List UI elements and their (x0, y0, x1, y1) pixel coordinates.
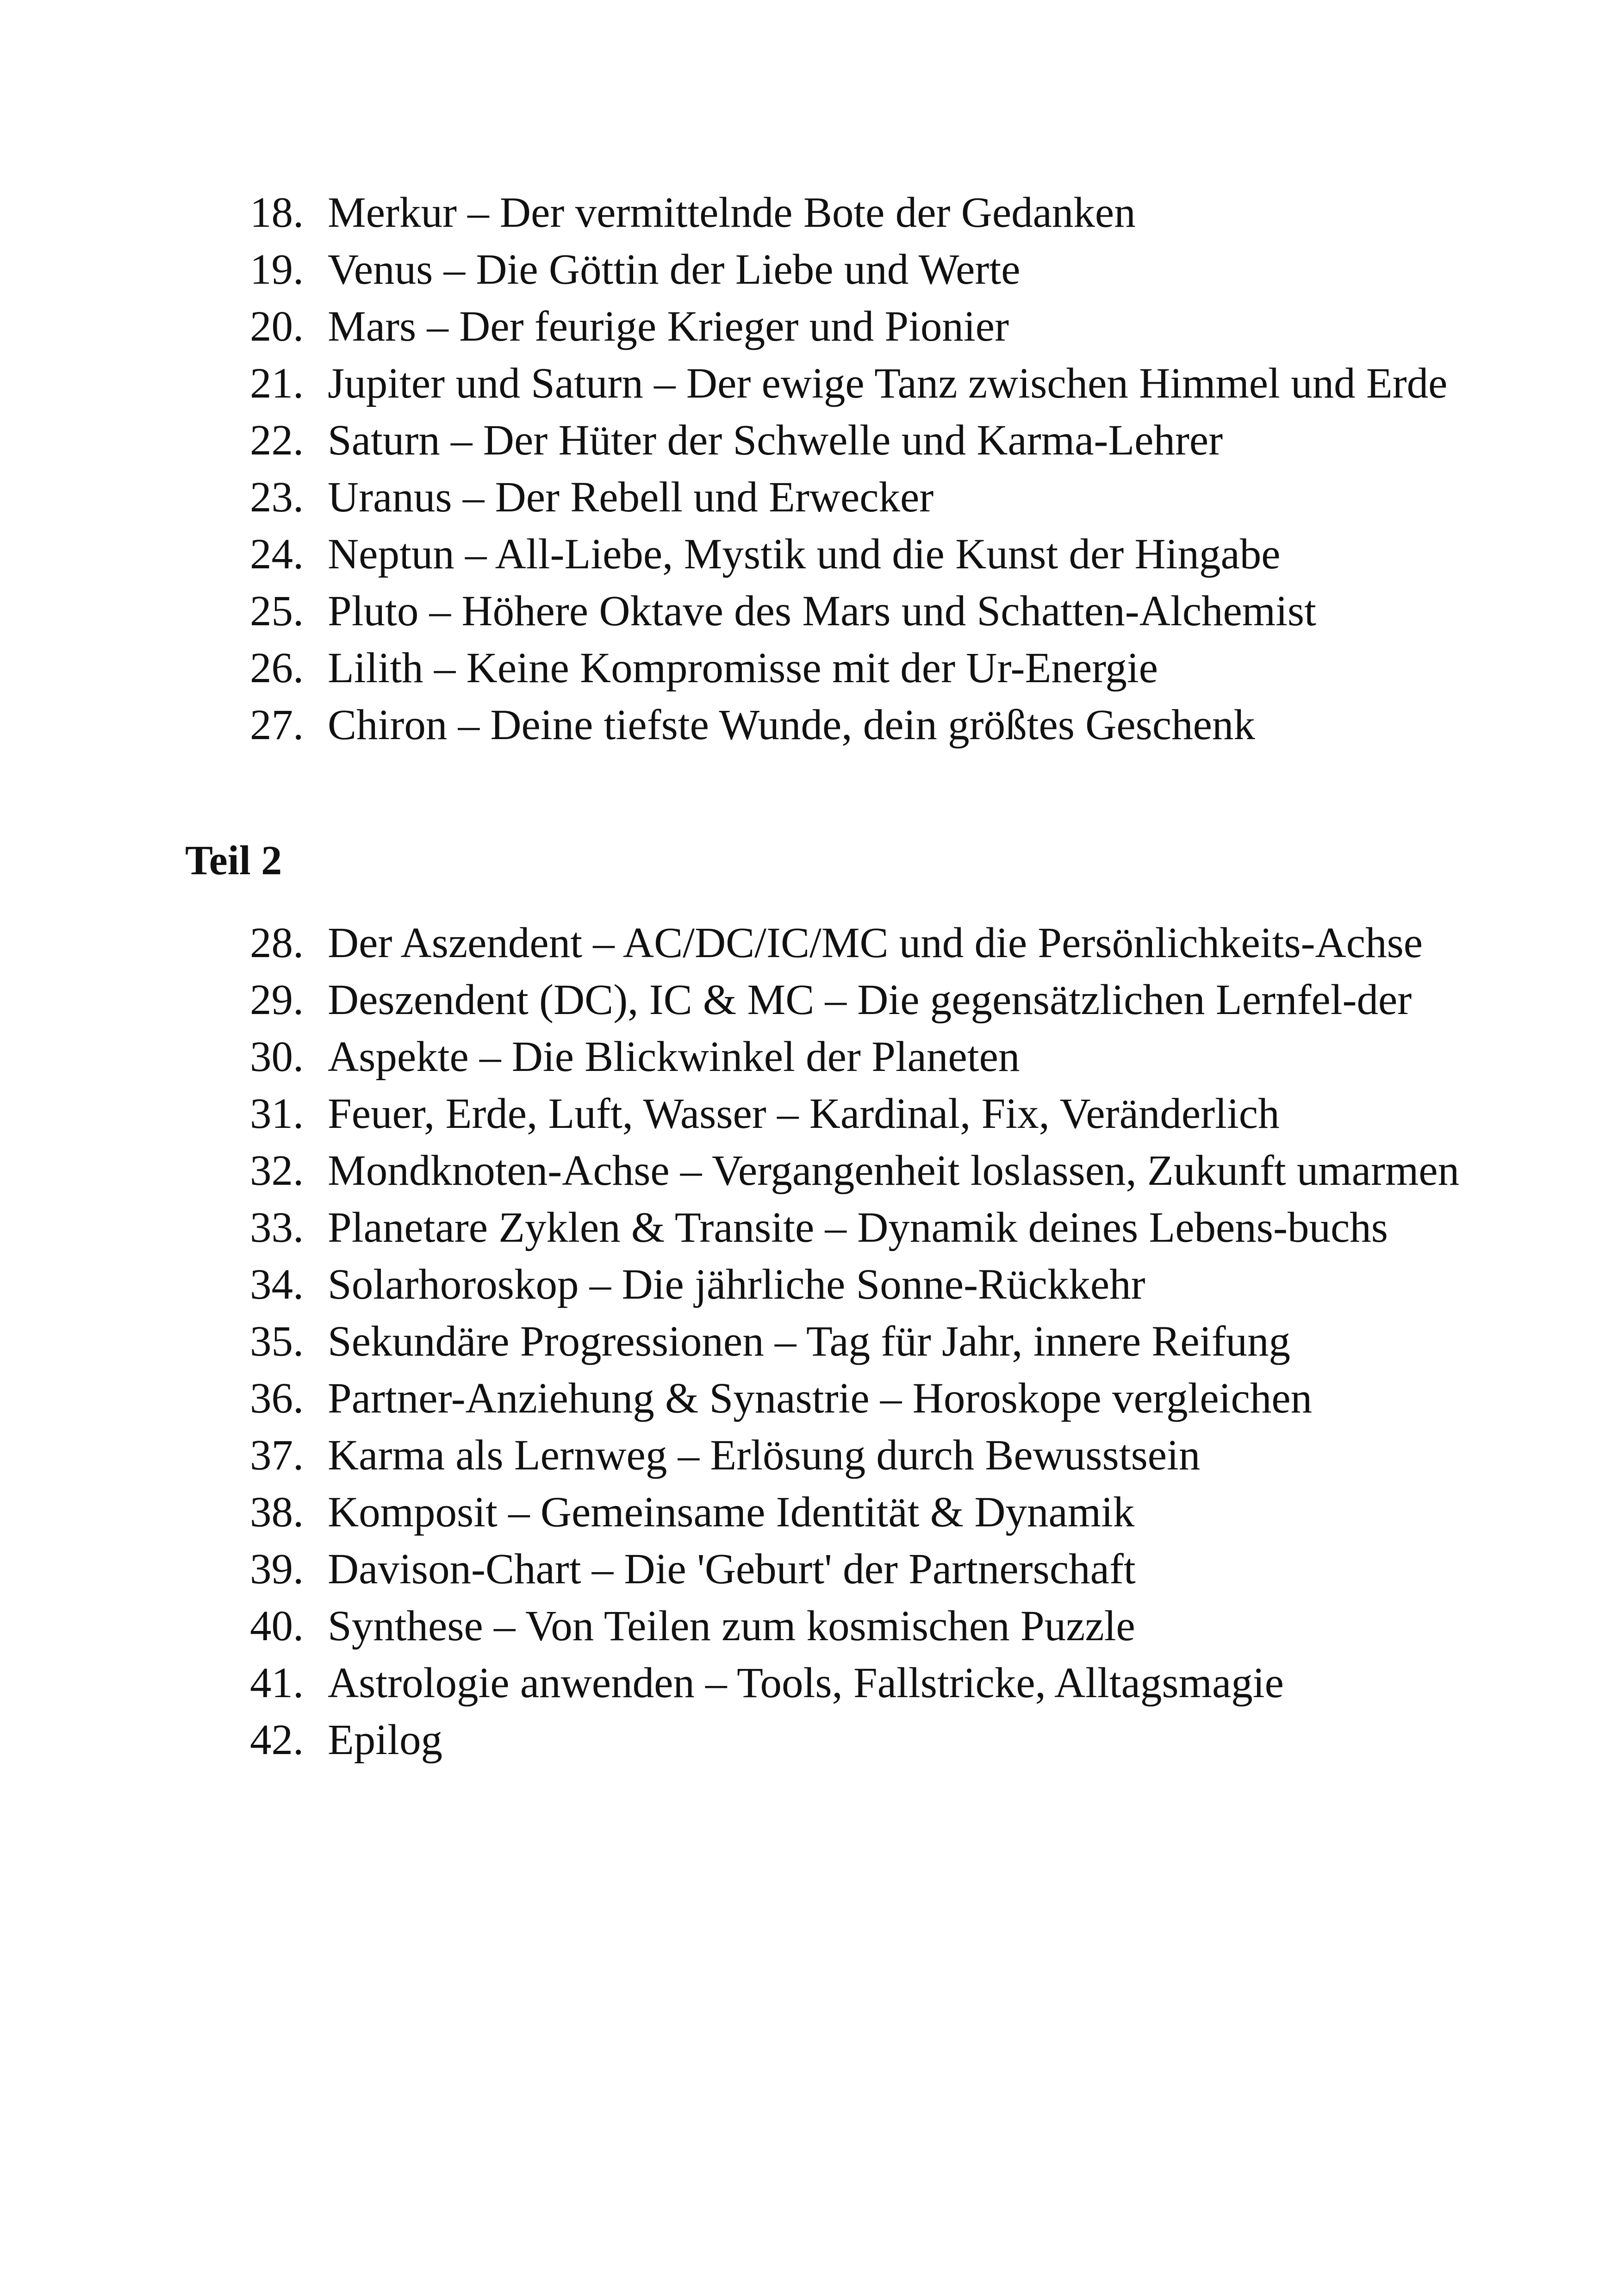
toc-item-title: Synthese – Von Teilen zum kosmischen Puzzle (328, 1602, 1135, 1650)
toc-item-number: 31. (250, 1090, 304, 1138)
toc-list-part-1 (250, 184, 1500, 753)
toc-item-title: Saturn – Der Hüter der Schwelle und Karma-Lehrer (328, 417, 1223, 464)
toc-item-title: Feuer, Erde, Luft, Wasser – Kardinal, Fix, Veränderlich (328, 1090, 1280, 1138)
toc-item-title: Deszendent (DC), IC & MC – Die gegensätzlichen Lernfel-der (328, 976, 1412, 1024)
toc-item (250, 1370, 1500, 1427)
toc-item-number: 29. (250, 976, 304, 1024)
toc-item-number: 27. (250, 701, 304, 749)
toc-item (250, 1256, 1500, 1313)
toc-item-number: 24. (250, 530, 304, 578)
toc-item-number: 41. (250, 1659, 304, 1707)
toc-item (250, 1313, 1500, 1370)
toc-item-number: 38. (250, 1488, 304, 1536)
toc-item-title: Komposit – Gemeinsame Identität & Dynamik (328, 1488, 1135, 1536)
toc-item-number: 40. (250, 1602, 304, 1650)
toc-item-title: Pluto – Höhere Oktave des Mars und Schatten-Alchemist (328, 587, 1316, 635)
toc-item-number: 30. (250, 1033, 304, 1081)
toc-item-number: 19. (250, 246, 304, 293)
toc-item-title: Chiron – Deine tiefste Wunde, dein größtes Geschenk (328, 701, 1255, 749)
toc-item (250, 1085, 1500, 1142)
toc-item-title: Solarhoroskop – Die jährliche Sonne-Rückkehr (328, 1261, 1145, 1308)
toc-item-number: 25. (250, 587, 304, 635)
toc-item-number: 37. (250, 1431, 304, 1479)
toc-item-number: 22. (250, 417, 304, 464)
toc-item-number: 26. (250, 644, 304, 692)
toc-item-number: 21. (250, 360, 304, 407)
toc-item-number: 35. (250, 1318, 304, 1365)
toc-item-number: 20. (250, 303, 304, 350)
toc-item (250, 1142, 1500, 1199)
toc-item-title: Astrologie anwenden – Tools, Fallstricke, Alltagsmagie (328, 1659, 1284, 1707)
toc-item (250, 469, 1500, 526)
toc-item (250, 241, 1500, 298)
toc-item-title: Der Aszendent – AC/DC/IC/MC und die Persönlichkeits-Achse (328, 919, 1423, 967)
toc-item-number: 36. (250, 1375, 304, 1422)
toc-item (250, 1598, 1500, 1655)
toc-item-title: Sekundäre Progressionen – Tag für Jahr, innere Reifung (328, 1318, 1291, 1365)
toc-item (250, 1484, 1500, 1541)
toc-item-number: 34. (250, 1261, 304, 1308)
toc-item (250, 1541, 1500, 1598)
toc-item (250, 355, 1500, 412)
toc-item-number: 32. (250, 1147, 304, 1195)
toc-item-number: 28. (250, 919, 304, 967)
part-heading: Teil 2 (185, 838, 282, 884)
toc-item-title: Merkur – Der vermittelnde Bote der Gedanken (328, 189, 1136, 236)
toc-item-title: Planetare Zyklen & Transite – Dynamik deines Lebens-buchs (328, 1204, 1388, 1251)
toc-item (250, 412, 1500, 469)
toc-item-title: Aspekte – Die Blickwinkel der Planeten (328, 1033, 1020, 1081)
toc-item-number: 39. (250, 1545, 304, 1593)
toc-item-title: Jupiter und Saturn – Der ewige Tanz zwischen Himmel und Erde (328, 360, 1448, 407)
toc-item-title: Epilog (328, 1716, 442, 1764)
toc-item-title: Venus – Die Göttin der Liebe und Werte (328, 246, 1021, 293)
toc-item (250, 298, 1500, 355)
toc-item-title: Karma als Lernweg – Erlösung durch Bewusstsein (328, 1431, 1201, 1479)
toc-item (250, 1655, 1500, 1711)
toc-item-title: Mars – Der feurige Krieger und Pionier (328, 303, 1009, 350)
toc-item (250, 640, 1500, 697)
toc-item-title: Uranus – Der Rebell und Erwecker (328, 473, 934, 521)
toc-item-title: Mondknoten-Achse – Vergangenheit loslassen, Zukunft umarmen (328, 1147, 1460, 1195)
toc-item-title: Lilith – Keine Kompromisse mit der Ur-Energie (328, 644, 1158, 692)
toc-item-title: Neptun – All-Liebe, Mystik und die Kunst der Hingabe (328, 530, 1281, 578)
toc-item-number: 33. (250, 1204, 304, 1251)
toc-item-number: 18. (250, 189, 304, 236)
toc-item-number: 42. (250, 1716, 304, 1764)
toc-item (250, 1427, 1500, 1484)
toc-item-number: 23. (250, 473, 304, 521)
toc-item (250, 697, 1500, 753)
toc-item (250, 1028, 1500, 1085)
toc-item (250, 1711, 1500, 1768)
toc-item (250, 184, 1500, 241)
toc-item-title: Partner-Anziehung & Synastrie – Horoskope vergleichen (328, 1375, 1313, 1422)
toc-item (250, 915, 1500, 971)
toc-item (250, 1199, 1500, 1256)
toc-list-part-2 (250, 915, 1500, 1768)
toc-item (250, 583, 1500, 640)
toc-item (250, 971, 1500, 1028)
toc-item (250, 526, 1500, 583)
toc-item-title: Davison-Chart – Die 'Geburt' der Partnerschaft (328, 1545, 1136, 1593)
